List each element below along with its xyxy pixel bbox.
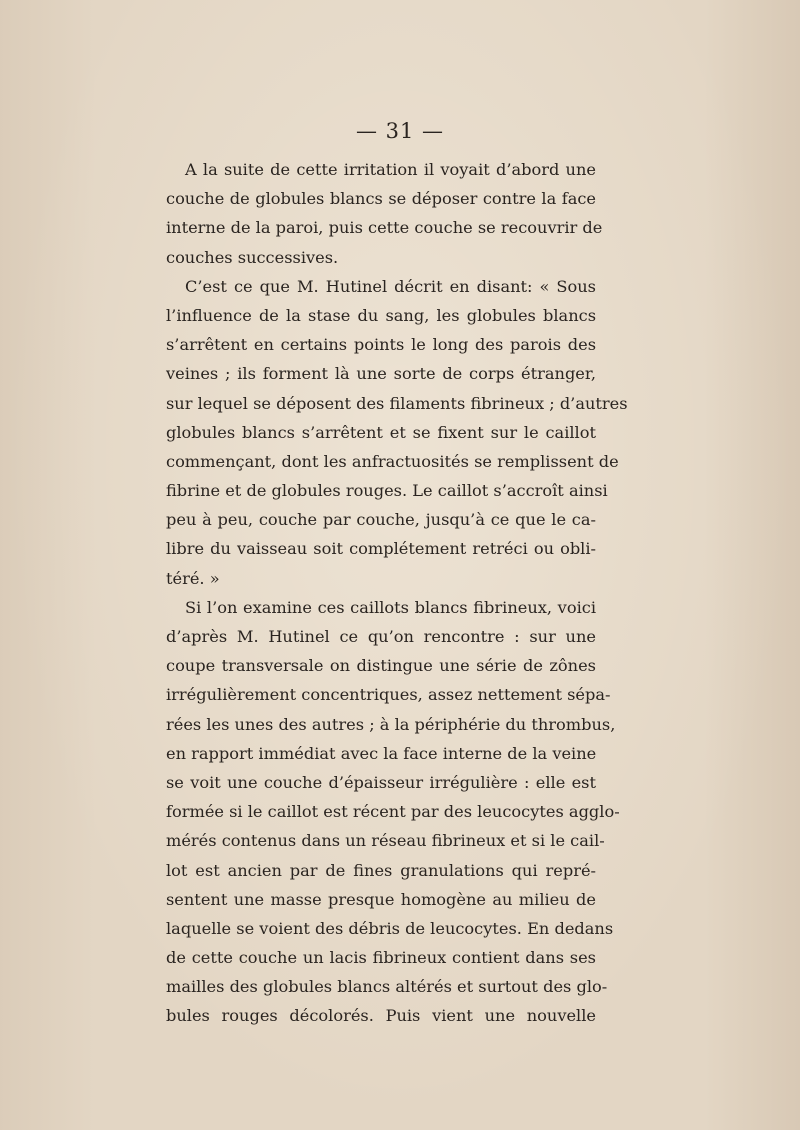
- text-line: lot est ancien par de fines granulations qui repré-: [166, 860, 596, 880]
- text-line: mérés contenus dans un réseau fibrineux et si le cail-: [166, 831, 605, 851]
- text-line: bules rouges décolorés. Puis vient une nouvelle: [166, 1006, 596, 1026]
- text-line: se voit une couche d’épaisseur irrégulière : elle est: [166, 772, 596, 792]
- text-line: couche de globules blancs se déposer contre la face: [166, 189, 596, 209]
- text-line: couches successives.: [166, 247, 339, 267]
- text-line: globules blancs s’arrêtent et se fixent sur le caillot: [166, 422, 596, 442]
- text-line: libre du vaisseau soit complétement retréci ou obli-: [166, 539, 596, 559]
- text-line: rées les unes des autres ; à la périphérie du thrombus,: [166, 714, 616, 734]
- text-line: en rapport immédiat avec la face interne de la veine: [166, 743, 597, 763]
- text-line: l’influence de la stase du sang, les globules blancs: [166, 305, 596, 325]
- text-line: coupe transversale on distingue une série de zônes: [166, 656, 596, 676]
- text-line: veines ; ils forment là une sorte de corps étranger,: [166, 364, 596, 384]
- text-line: laquelle se voient des débris de leucocytes. En dedans: [166, 918, 614, 938]
- text-line: sur lequel se déposent des filaments fibrineux ; d’autres: [166, 393, 628, 413]
- text-line: Si l’on examine ces caillots blancs fibrineux, voici: [185, 597, 596, 617]
- text-line: fibrine et de globules rouges. Le caillot s’accroît ainsi: [166, 481, 608, 501]
- text-line: d’après M. Hutinel ce qu’on rencontre : sur une: [166, 627, 596, 646]
- text-line: commençant, dont les anfractuosités se remplissent de: [166, 451, 619, 471]
- text-line: A la suite de cette irritation il voyait d’abord une: [185, 160, 596, 179]
- text-line: irrégulièrement concentriques, assez nettement sépa-: [166, 685, 611, 705]
- text-line: mailles des globules blancs altérés et surtout des glo-: [166, 977, 608, 997]
- text-line: peu à peu, couche par couche, jusqu’à ce que le ca-: [166, 510, 596, 530]
- text-line: C’est ce que M. Hutinel décrit en disant: « Sous: [185, 276, 596, 296]
- text-line: formée si le caillot est récent par des leucocytes agglo-: [166, 802, 620, 822]
- page-number: — 31 —: [355, 119, 445, 143]
- body-text: [166, 155, 628, 1031]
- text-line: sentent une masse presque homogène au milieu de: [166, 889, 596, 909]
- text-line: téré. »: [166, 568, 220, 588]
- text-line: interne de la paroi, puis cette couche se recouvrir de: [166, 218, 603, 238]
- text-line: s’arrêtent en certains points le long des parois des: [166, 335, 596, 355]
- text-line: de cette couche un lacis fibrineux contient dans ses: [166, 948, 596, 968]
